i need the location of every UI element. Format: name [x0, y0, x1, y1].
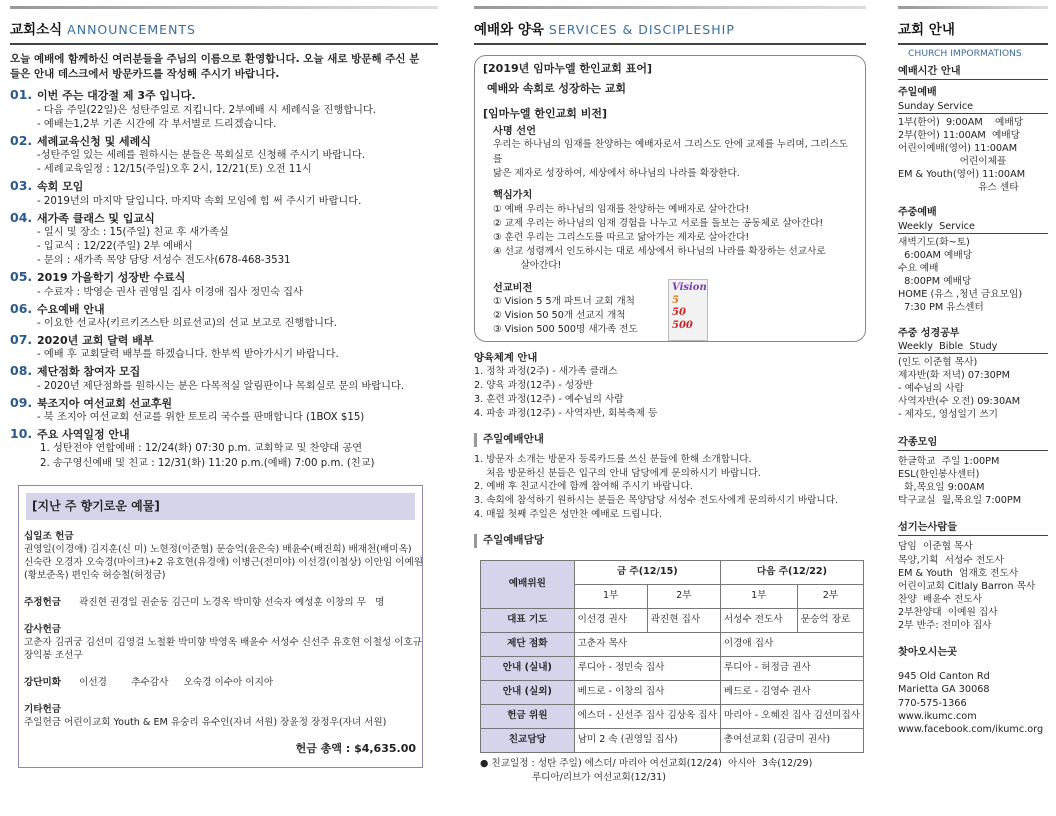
announcement-title: 제단점화 참여자 모집	[37, 365, 141, 379]
vision-title: [임마누엘 한인교회 비전]	[483, 106, 607, 120]
info-line: 770-575-1366	[898, 697, 967, 709]
header-rule	[10, 6, 438, 9]
church-info-column	[898, 0, 1048, 816]
info-line: EM & Youth 엄재호 전도사	[898, 567, 1019, 579]
announcement-title: 북조지아 여선교회 선교후원	[37, 396, 173, 410]
guide-title: 주일예배안내	[474, 433, 866, 447]
announcement-item	[10, 301, 438, 331]
worship-block	[898, 65, 1048, 80]
announcement-item	[10, 332, 438, 362]
fellowship-line: 루디아/리브가 여선교회(12/31)	[480, 771, 666, 783]
vision-logo-image	[668, 279, 708, 341]
offering-names: 장익봉 조선구	[24, 649, 83, 661]
duty-cell: 고춘자 목사	[574, 632, 720, 656]
announcement-heading	[10, 210, 438, 226]
motto-slogan: 예배와 속회로 성장하는 교회	[487, 82, 626, 96]
duty-cell: 에스더 - 신선주 집사 김상옥 집사	[574, 704, 720, 728]
core-value: 살아간다!	[493, 260, 562, 272]
church-header	[898, 0, 1048, 45]
announcement-number: 06.	[10, 300, 33, 316]
announcement-line: - 예배 후 교회달력 배부를 하겠습니다. 한부씩 받아가시기 바랍니다.	[37, 349, 339, 361]
welcome-intro	[10, 52, 438, 82]
announcement-line: - 다음 주일(22일)은 성탄주일로 지킵니다. 2부예배 시 세례식을 진행합니다.	[37, 104, 377, 116]
visit-title: 찾아오시는곳	[898, 647, 958, 659]
header-rule	[474, 6, 866, 9]
title-ko: 예배와 양육	[474, 22, 544, 39]
title-en: SERVICES & DISCIPLESHIP	[548, 22, 735, 38]
core-value: ③ 훈련 우리는 그리스도를 따르고 닮아가는 제자로 살아간다!	[493, 231, 750, 243]
church-title: 교회 안내	[898, 22, 955, 39]
announcement-heading	[10, 363, 438, 379]
vision-logo-text: 5	[672, 294, 679, 306]
vision-item: ① Vision 5 5개 파트너 교회 개척	[493, 295, 635, 307]
announcements-column	[10, 0, 438, 816]
offering-section-title: 감사헌금	[24, 623, 62, 635]
info-line: 어린이교회 Citlaly Barron 목사	[898, 580, 1036, 592]
duty-role: 대표 기도	[481, 608, 575, 632]
training-list	[474, 365, 866, 421]
announcement-line: - 예배는1,2부 기존 시간에 각 부서별로 드리겠습니다.	[37, 118, 277, 130]
announcement-line: 1. 성탄전야 연합예배 : 12/24(화) 07:30 p.m. 교회학교 및 찬양대 공연	[40, 443, 363, 455]
info-line: 2부(한어) 11:00AM 예배당	[898, 129, 1021, 141]
announcement-line: - 수료자 : 박영순 권사 권영일 집사 이경애 집사 정민숙 집사	[37, 286, 303, 298]
duty-cell: 루디아 - 정민숙 집사	[574, 656, 720, 680]
duty-role: 헌금 위원	[481, 704, 575, 728]
vision-logo-text: Vision	[672, 282, 707, 293]
info-line: - 예수님의 사람	[898, 383, 964, 395]
services-header	[474, 0, 866, 45]
core-values-label: 핵심가치	[493, 190, 533, 202]
services-title	[474, 22, 735, 40]
offering-section-title: 기타헌금	[24, 704, 62, 715]
service-header: 2부	[797, 584, 863, 608]
training-item: 3. 훈련 과정(12주) - 예수님의 사람	[474, 394, 624, 406]
info-line: 8:00PM 예배당	[898, 276, 972, 288]
info-line: 한글학교 주일 1:00PM	[898, 455, 1000, 467]
announcement-number: 04.	[10, 209, 33, 225]
announcement-line: - 이요한 선교사(키르키즈스탄 의료선교)의 선교 보고로 진행합니다.	[37, 317, 338, 329]
guide-list	[474, 453, 866, 523]
info-line: 담임 이준협 목사	[898, 541, 973, 553]
training-title: 양육체계 안내	[474, 352, 538, 364]
training-item: 2. 양육 과정(12주) - 성장반	[474, 380, 593, 392]
training-item: 4. 파송 과정(12주) - 사역자반, 회복축제 등	[474, 408, 658, 420]
mission-vision-label: 선교비전	[493, 282, 533, 294]
services-column	[474, 0, 866, 816]
mission-line: 닮은 제자로 성장하여, 세상에서 하나님의 나라를 확장한다.	[493, 167, 740, 179]
table-row	[481, 656, 864, 680]
info-line: 주중 성경공부	[898, 327, 960, 339]
info-line: EM & Youth(영어) 11:00AM	[898, 169, 1026, 181]
table-row	[481, 608, 864, 632]
service-header: 1부	[574, 584, 647, 608]
offering-names: 권영일(이경애) 김지훈(신 미) 노현정(이준협) 문승억(윤은숙) 배윤수(배진희) 배재천(배미옥)	[24, 543, 412, 555]
worship-title: 예배시간 안내	[898, 65, 1048, 80]
core-value: ② 교제 우리는 하나님의 임재 경험을 나누고 서로를 돌보는 공동체로 살아간다!	[493, 217, 824, 229]
announcement-item	[10, 87, 438, 131]
info-line: 7:30 PM 유스센터	[898, 302, 984, 314]
announcement-heading	[10, 395, 438, 411]
offering-section-title: 십일조 헌금	[24, 530, 74, 542]
duty-cell: 루디아 - 허정금 권사	[720, 656, 863, 680]
training-item: 1. 정착 과정(2주) - 새가족 클래스	[474, 366, 618, 378]
offering-names: 고춘자 김귀궁 김선미 김영걸 노철환 박미향 박영옥 배윤수 서성수 신선주 유호현 이철성 이호규	[24, 636, 423, 648]
announcement-item	[10, 395, 438, 425]
title-ko: 교회소식	[10, 22, 63, 39]
info-line: 탁구교실 월,목요일 7:00PM	[898, 495, 1022, 507]
info-line: HOME (유스 ,청년 금요모임)	[898, 289, 1023, 301]
info-line: 화,목요일 9:00AM	[898, 482, 985, 494]
vision-item: ③ Vision 500 500명 새가족 전도	[493, 324, 638, 336]
service-header: 1부	[720, 584, 797, 608]
offering-section-title: 강단미화	[24, 676, 62, 688]
duty-title: 주일예배담당	[474, 534, 866, 548]
announcement-number: 10.	[10, 426, 33, 442]
announcements-title	[10, 22, 196, 40]
announcement-title: 2020년 교회 달력 배부	[37, 334, 154, 347]
duty-cell: 문승억 장로	[797, 608, 863, 632]
table-row	[481, 680, 864, 704]
offering-names: (황보준옥) 편인숙 허승철(허정금)	[24, 569, 166, 581]
announcement-item	[10, 178, 438, 208]
announcement-title: 세례교육신청 및 세례식	[37, 134, 151, 148]
guide-item: 3. 속회에 참석하기 원하시는 분들은 목양담당 서성수 전도사에게 문의하시기 바랍니다.	[474, 495, 839, 507]
this-week-header: 금 주(12/15)	[574, 560, 720, 584]
table-corner: 예배위원	[481, 560, 575, 608]
staff-list	[898, 540, 1048, 632]
announcement-title: 속회 모임	[37, 180, 84, 194]
duty-cell: 베드로 - 김영수 권사	[720, 680, 863, 704]
staff-block	[898, 521, 1048, 536]
announcement-line: - 세례교육일정 : 12/15(주일)오후 2시, 12/21(토) 오전 11시	[37, 164, 312, 176]
vision-item: ② Vision 50 50개 선교지 개척	[493, 309, 626, 321]
duty-role: 안내 (실내)	[481, 656, 575, 680]
header-rule	[898, 6, 1048, 9]
offering-section-row	[24, 676, 417, 689]
duty-cell: 이선경 권사	[574, 608, 647, 632]
announcement-title: 주요 사역일정 안내	[37, 428, 130, 442]
church-subtitle: CHURCH IMPORMATIONS	[908, 48, 1022, 59]
motto-title: [2019년 임마누엘 한인교회 표어]	[483, 62, 653, 75]
core-values	[493, 203, 857, 274]
info-line: 사역자반(수 오전) 09:30AM	[898, 396, 1021, 408]
announcement-line: -성탄주일 있는 세례를 원하시는 분들은 목회실로 신청해 주시기 바랍니다.	[37, 150, 366, 162]
announcement-line: 2. 송구영신예배 및 친교 : 12/31(화) 11:20 p.m.(예배) 7:00 p.m. (친교)	[40, 457, 375, 469]
announcement-heading	[10, 426, 438, 442]
info-line: 찬양 배윤수 전도사	[898, 593, 983, 605]
duty-cell: 서성수 전도사	[720, 608, 797, 632]
duty-cell: 베드로 - 이창의 집사	[574, 680, 720, 704]
offering-total: 헌금 총액 : $4,635.00	[295, 742, 416, 756]
announcement-title: 수요예배 안내	[37, 302, 105, 316]
intro-line: 들은 안내 데스크에서 방문카드를 작성해 주시기 바랍니다.	[10, 68, 280, 81]
guide-item: 1. 방문자 소개는 방문자 등록카드를 쓰신 분들에 한해 소개합니다.	[474, 453, 752, 465]
offering-names: 신숙란 오경자 오숙경(마이크)+2 유호현(유경애) 이병근(전미야) 이선경(이철상) 이안임 이예원	[24, 556, 424, 568]
announcement-title: 새가족 클래스 및 입교식	[37, 211, 155, 225]
groups-block	[898, 436, 1048, 451]
announcement-title: 2019 가을학기 성장반 수료식	[37, 271, 186, 285]
announcement-heading	[10, 301, 438, 317]
announcement-number: 08.	[10, 363, 33, 379]
offering-section-row	[24, 596, 417, 609]
guide-item: 4. 매월 첫째 주일은 성만찬 예배로 드립니다.	[474, 509, 663, 521]
visit-block	[898, 646, 1048, 660]
info-line: - 제자도, 영성일기 쓰기	[898, 409, 999, 421]
announcement-number: 01.	[10, 87, 33, 103]
info-line: 수요 예배	[898, 263, 939, 275]
duty-role: 제단 점화	[481, 632, 575, 656]
title-en: ANNOUNCEMENTS	[67, 22, 196, 38]
weekly-service	[898, 206, 1048, 314]
offering-names: 곽진현 권경일 권순동 김근미 노경옥 박미향 선숙자 예성훈 이창의 무 명	[79, 596, 385, 608]
mission-line: 우리는 하나님의 임재를 찬양하는 예배자로서 그리스도 안에 교제를 누리며, 그리스도를	[493, 139, 848, 165]
announcement-line: - 입교식 : 12/22(주일) 2부 예배시	[37, 241, 193, 253]
offering-body	[19, 530, 422, 730]
announcement-line: - 2019년의 마지막 달입니다. 마지막 속회 모임에 힘 써 주시기 바랍니다.	[37, 195, 362, 207]
info-line: www.ikumc.com	[898, 710, 977, 722]
fellowship-line: ● 친교일정 : 성탄 주일) 에스더/ 마리아 여선교회(12/24) 아시아 3속(12/29)	[480, 757, 813, 769]
guide-item: 처음 방문하신 분들은 입구의 안내 담당에게 문의하시기 바랍니다.	[474, 467, 761, 479]
fellowship-schedule	[480, 757, 866, 785]
duty-cell: 곽진현 집사	[647, 608, 720, 632]
core-value: ④ 선교 성령께서 인도하시는 대로 세상에서 하나님의 나라를 확장하는 선교사로	[493, 246, 826, 258]
guide-item: 2. 예배 후 친교시간에 함께 참여해 주시기 바랍니다.	[474, 481, 693, 493]
duty-cell: 마리아 - 오혜진 집사 김선미집사	[720, 704, 863, 728]
table-row	[481, 728, 864, 752]
info-line: 목양,기획 서성수 전도사	[898, 554, 1004, 566]
mission-label: 사명 선언	[493, 125, 536, 137]
announcement-item	[10, 210, 438, 269]
vision-logo-text: 500	[672, 319, 693, 331]
offering-names: 이선경 추수감사 오숙경 이수아 이지아	[79, 676, 274, 688]
table-row	[481, 704, 864, 728]
duty-role: 친교담당	[481, 728, 575, 752]
announcements-header	[10, 0, 438, 45]
info-line: Sunday Service	[898, 100, 1048, 114]
announcement-number: 07.	[10, 332, 33, 347]
info-line: 어린이예배(영어) 11:00AM	[898, 142, 1018, 154]
info-line: Weekly Bible Study	[898, 340, 1048, 354]
info-line: 2부찬양대 이예원 집사	[898, 606, 998, 618]
mission-text	[493, 138, 857, 181]
info-line: 6:00AM 예배당	[898, 250, 973, 262]
duty-cell: 이경애 집사	[720, 632, 863, 656]
info-line: 주일예배	[898, 87, 937, 99]
announcement-heading	[10, 133, 438, 149]
info-line: 어린이체플	[898, 156, 1007, 168]
duty-rows	[481, 608, 864, 752]
duty-cell: 총여선교회 (김금미 권사)	[720, 728, 863, 752]
announcement-heading	[10, 178, 438, 194]
info-line: ESL(한인봉사센터)	[898, 468, 980, 480]
info-line: 유스 센타	[898, 182, 1019, 194]
announcement-line: - 문의 : 새가족 목양 담당 서성수 전도사(678-468-3531	[37, 255, 291, 267]
info-line: 새벽기도(화~토)	[898, 236, 970, 248]
groups-list	[898, 455, 1048, 507]
announcement-item	[10, 133, 438, 177]
intro-line: 오늘 예배에 함께하신 여러분들을 주님의 이름으로 환영합니다. 오늘 새로 방문해 주신 분	[10, 53, 420, 65]
info-line: 2부 반주: 전미야 집사	[898, 620, 992, 632]
offering-box	[18, 485, 423, 768]
service-header: 2부	[647, 584, 720, 608]
announcement-number: 02.	[10, 132, 33, 148]
bible-study	[898, 327, 1048, 422]
announcement-number: 09.	[10, 394, 33, 410]
groups-title: 각종모임	[898, 436, 1048, 451]
sunday-service	[898, 86, 1048, 194]
table-row	[481, 632, 864, 656]
announcement-item	[10, 269, 438, 299]
staff-title: 섬기는사람들	[898, 521, 1048, 536]
offering-names: 주일헌금 어린이교회 Youth & EM 유숭리 유수인(자녀 서원) 장윤정 장정우(자녀 서원)	[24, 717, 387, 729]
vision-logo-text: 50	[672, 307, 686, 318]
announcement-list	[10, 87, 438, 470]
announcement-heading	[10, 269, 438, 285]
duty-table	[480, 560, 864, 753]
offering-banner: [지난 주 향기로운 예물]	[26, 493, 415, 520]
next-week-header: 다음 주(12/22)	[720, 560, 863, 584]
announcement-heading	[10, 332, 438, 348]
announcement-title: 이번 주는 대강절 제 3주 입니다.	[37, 89, 196, 103]
info-line: www.facebook.com/ikumc.org	[898, 723, 1044, 735]
duty-role: 안내 (실외)	[481, 680, 575, 704]
info-line: 945 Old Canton Rd	[898, 671, 990, 683]
announcement-line: - 북 조지아 여선교회 선교를 위한 토토리 국수를 판매합니다 (1BOX $15)	[37, 412, 365, 424]
offering-section-title: 주정헌금	[24, 596, 62, 608]
announcement-heading	[10, 87, 438, 103]
announcement-number: 05.	[10, 269, 33, 285]
info-line: 1부(한어) 9:00AM 예배당	[898, 116, 1024, 128]
core-value: ① 예배 우리는 하나님의 임재를 찬양하는 예배자로 살아간다!	[493, 203, 750, 215]
info-line: Marietta GA 30068	[898, 684, 990, 696]
announcement-number: 03.	[10, 178, 33, 194]
table-row	[481, 560, 864, 584]
address-list	[898, 670, 1048, 735]
announcement-line: - 일시 및 장소 : 15(주일) 친교 후 새가족실	[37, 227, 229, 239]
vision-box	[474, 55, 866, 342]
info-line: 주중예배	[898, 207, 937, 219]
announcement-line: - 2020년 제단점화를 원하시는 분은 다목적실 알림판이나 목회실로 문의 바랍니다.	[37, 380, 405, 392]
duty-cell: 남미 2 속 (권영일 집사)	[574, 728, 720, 752]
info-line: 제자반(화 저녁) 07:30PM	[898, 370, 1010, 382]
announcement-item	[10, 363, 438, 393]
info-line: (인도 이준협 목사)	[898, 357, 978, 369]
announcement-item	[10, 426, 438, 470]
info-line: Weekly Service	[898, 220, 1048, 234]
